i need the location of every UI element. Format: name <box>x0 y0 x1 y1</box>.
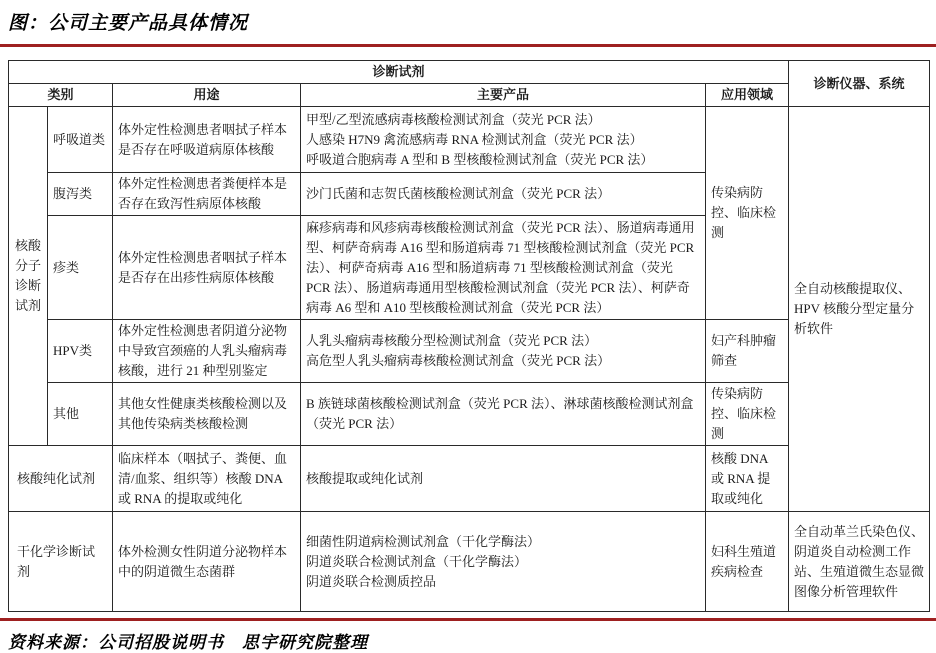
instrument-dry-chemistry: 全自动革兰氏染色仪、阴道炎自动检测工作站、生殖道微生态显微图像分析管理软件 <box>789 512 930 612</box>
header-products: 主要产品 <box>301 84 706 107</box>
product-line: 人乳头瘤病毒核酸分型检测试剂盒（荧光 PCR 法） <box>306 333 598 348</box>
products-other: B 族链球菌核酸检测试剂盒（荧光 PCR 法）、淋球菌核酸检测试剂盒（荧光 PCR 法） <box>301 383 706 446</box>
product-line: 人感染 H7N9 禽流感病毒 RNA 检测试剂盒（荧光 PCR 法） <box>306 131 643 147</box>
products-dry-chemistry <box>301 512 706 612</box>
source-note: 资料来源：公司招股说明书 思宇研究院整理 <box>8 633 368 652</box>
category-purification: 核酸纯化试剂 <box>9 446 113 512</box>
application-hpv: 妇产科肿瘤筛查 <box>706 320 789 383</box>
product-line: 阴道炎联合检测试剂盒（干化学酶法） <box>306 553 528 569</box>
products-respiratory <box>301 107 706 173</box>
header-application: 应用领域 <box>706 84 789 107</box>
accent-rule-bottom <box>0 618 936 621</box>
subcategory-diarrhea: 腹泻类 <box>48 173 113 216</box>
table-header-row-1 <box>9 61 930 84</box>
usage-respiratory: 体外定性检测患者咽拭子样本是否存在呼吸道病原体核酸 <box>113 107 301 173</box>
usage-purification: 临床样本（咽拭子、粪便、血清/血浆、组织等）核酸 DNA 或 RNA 的提取或纯化 <box>113 446 301 512</box>
product-line: 沙门氏菌和志贺氏菌核酸检测试剂盒（荧光 PCR 法） <box>306 186 611 201</box>
header-reagent-group: 诊断试剂 <box>9 61 789 84</box>
products-diarrhea <box>301 173 706 216</box>
product-line: 甲型/乙型流感病毒核酸检测试剂盒（荧光 PCR 法） <box>306 111 601 127</box>
products-purification: 核酸提取或纯化试剂 <box>301 446 706 512</box>
instrument-nucleic-merged: 全自动核酸提取仪、HPV 核酸分型定量分析软件 <box>789 107 930 512</box>
category-nucleic-acid-cell: 核酸分子诊断试剂 <box>9 107 48 446</box>
products-rash: 麻疹病毒和风疹病毒核酸检测试剂盒（荧光 PCR 法）、肠道病毒通用型、柯萨奇病毒 A16 型和肠道病毒 71 型核酸检测试剂盒（荧光 PCR 法）、柯萨奇病毒 A16 型和肠道病毒 71 型核酸检测试剂盒（荧光 PCR 法）、肠道病毒通用型核酸检测试剂盒（荧光 PCR 法）、柯萨奇病毒 A6 型和 A10 型核酸检测试剂盒（荧光 PCR 法） <box>301 216 706 320</box>
accent-rule-top <box>0 44 936 47</box>
usage-dry-chemistry: 体外检测女性阴道分泌物样本中的阴道微生态菌群 <box>113 512 301 612</box>
usage-diarrhea: 体外定性检测患者粪便样本是否存在致泻性病原体核酸 <box>113 173 301 216</box>
header-instruments-systems: 诊断仪器、系统 <box>789 61 930 107</box>
products-hpv <box>301 320 706 383</box>
product-line: 高危型人乳头瘤病毒核酸检测试剂盒（荧光 PCR 法） <box>306 353 611 368</box>
report-page <box>0 8 936 652</box>
header-category: 类别 <box>9 84 113 107</box>
application-other: 传染病防控、临床检测 <box>706 383 789 446</box>
application-dry-chemistry: 妇科生殖道疾病检查 <box>706 512 789 612</box>
product-line: 呼吸道合胞病毒 A 型和 B 型核酸检测试剂盒（荧光 PCR 法） <box>306 151 654 167</box>
product-line: 阴道炎联合检测质控品 <box>306 573 437 589</box>
product-line: 细菌性阴道病检测试剂盒（干化学酶法） <box>306 533 541 549</box>
subcategory-rash: 疹类 <box>48 216 113 320</box>
figure-title: 图：公司主要产品具体情况 <box>8 13 249 34</box>
products-table <box>8 60 930 612</box>
application-purification: 核酸 DNA 或 RNA 提取或纯化 <box>706 446 789 512</box>
subcategory-other: 其他 <box>48 383 113 446</box>
table-row-dry-chemistry <box>9 512 930 612</box>
application-infectious-merged: 传染病防控、临床检测 <box>706 107 789 320</box>
category-dry-chemistry: 干化学诊断试剂 <box>9 512 113 612</box>
usage-other: 其他女性健康类核酸检测以及其他传染病类核酸检测 <box>113 383 301 446</box>
subcategory-hpv: HPV类 <box>48 320 113 383</box>
header-usage: 用途 <box>113 84 301 107</box>
subcategory-respiratory: 呼吸道类 <box>48 107 113 173</box>
usage-hpv: 体外定性检测患者阴道分泌物中导致宫颈癌的人乳头瘤病毒核酸，进行 21 种型别鉴定 <box>113 320 301 383</box>
table-row-respiratory <box>9 107 930 173</box>
usage-rash: 体外定性检测患者咽拭子样本是否存在出疹性病原体核酸 <box>113 216 301 320</box>
